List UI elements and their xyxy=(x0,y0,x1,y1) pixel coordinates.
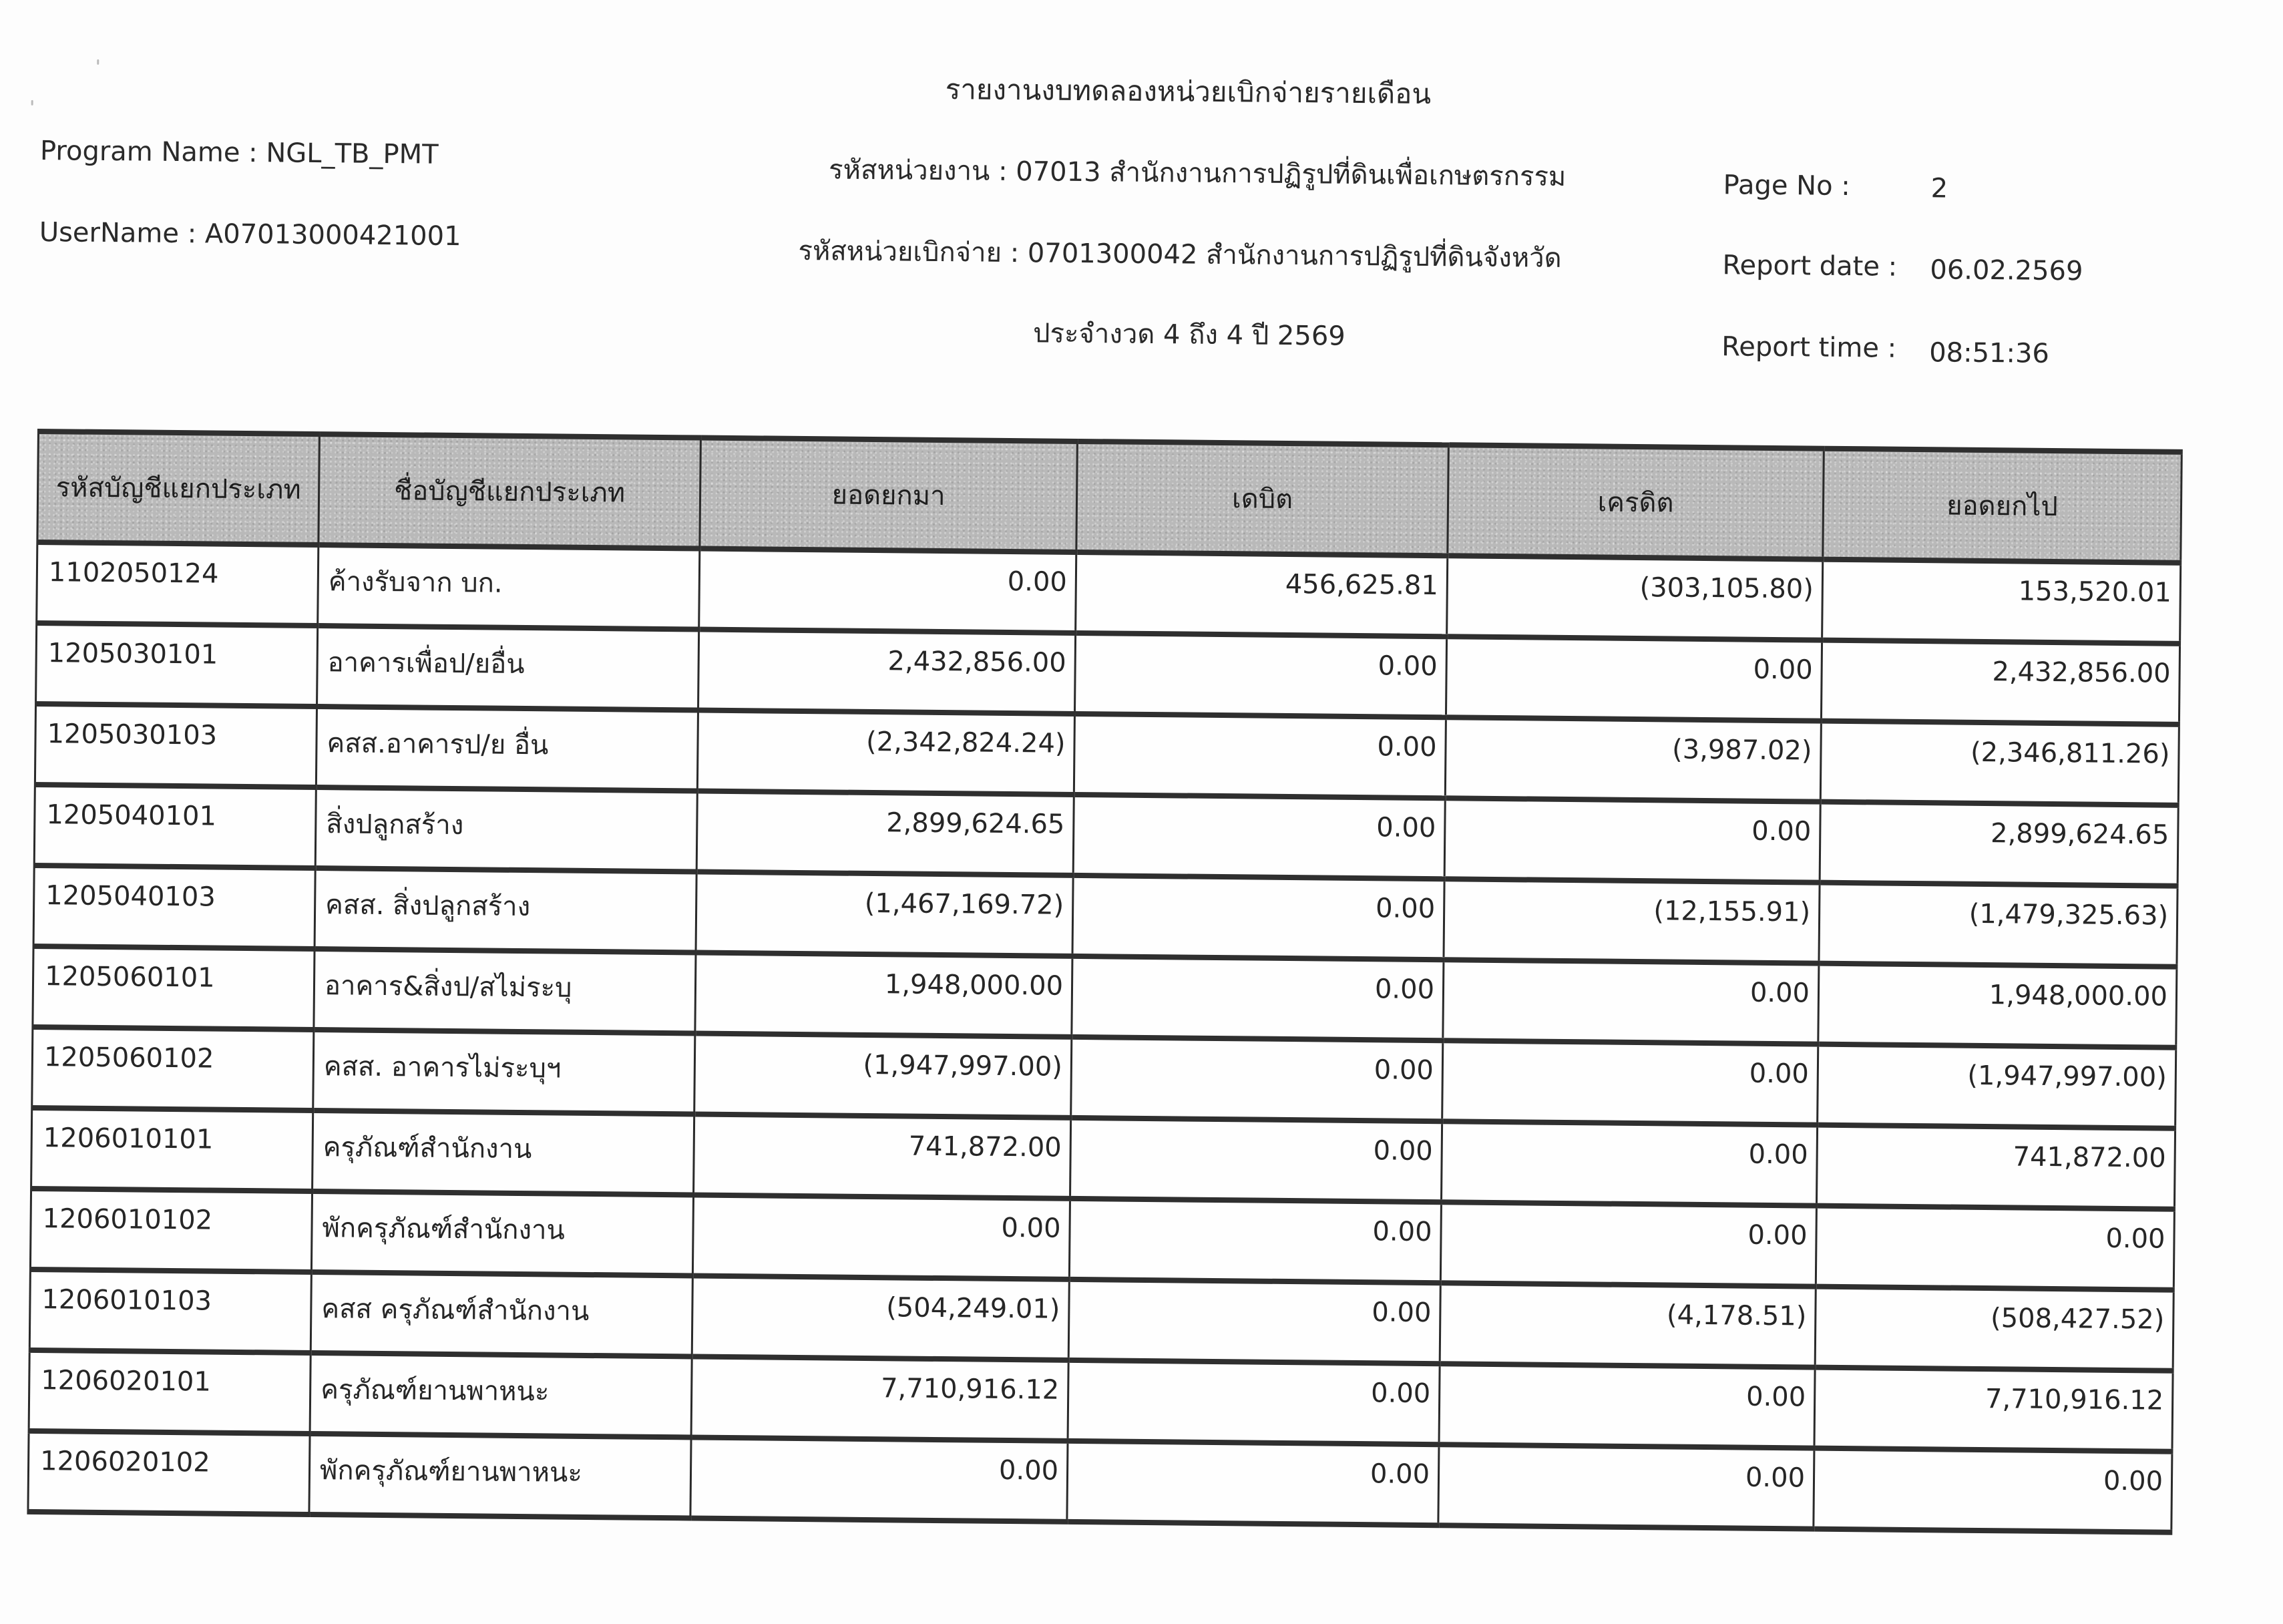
account-name: คสส. สิ่งปลูกสร้าง xyxy=(315,868,696,952)
header-carried-forward: ยอดยกไป xyxy=(1823,449,2182,563)
brought-forward: 7,710,916.12 xyxy=(691,1356,1068,1440)
credit: (3,987.02) xyxy=(1445,717,1821,801)
header-brought-forward: ยอดยกมา xyxy=(700,438,1078,552)
debit: 0.00 xyxy=(1068,1360,1440,1444)
credit: (12,155.91) xyxy=(1444,879,1820,963)
account-name: ครุภัณฑ์สำนักงาน xyxy=(313,1110,694,1195)
debit: 0.00 xyxy=(1067,1441,1439,1525)
table-header-row xyxy=(37,431,2182,563)
account-code: 1102050124 xyxy=(37,542,319,626)
carried-forward: (1,479,325.63) xyxy=(1819,883,2177,967)
account-code: 1206020101 xyxy=(29,1350,310,1434)
header-credit: เครดิต xyxy=(1448,445,1824,559)
debit: 0.00 xyxy=(1074,633,1446,717)
account-name: อาคารเพื่อป/ยอื่น xyxy=(317,626,699,710)
header-account-name: ชื่อบัญชีแยกประเภท xyxy=(319,434,701,548)
brought-forward: 741,872.00 xyxy=(694,1114,1071,1198)
debit: 0.00 xyxy=(1071,1037,1443,1121)
account-code: 1205040103 xyxy=(33,865,315,949)
account-code: 1205040101 xyxy=(34,785,316,868)
debit: 0.00 xyxy=(1069,1199,1441,1283)
carried-forward: 153,520.01 xyxy=(1822,560,2181,644)
credit: 0.00 xyxy=(1444,798,1820,882)
account-name: พักครุภัณฑ์ยานพาหนะ xyxy=(309,1434,691,1518)
credit: 0.00 xyxy=(1440,1202,1816,1286)
credit: (303,105.80) xyxy=(1447,556,1823,640)
credit: 0.00 xyxy=(1443,960,1819,1044)
carried-forward: 2,899,624.65 xyxy=(1820,802,2178,886)
report-title-row xyxy=(3,58,2283,124)
brought-forward: 0.00 xyxy=(699,549,1076,633)
account-code: 1205030101 xyxy=(36,623,318,706)
brought-forward: 0.00 xyxy=(692,1195,1070,1279)
period-line: ประจำงวด 4 ถึง 4 ปี 2569 xyxy=(1032,318,1345,352)
brought-forward: 1,948,000.00 xyxy=(695,953,1072,1037)
brought-forward: 2,432,856.00 xyxy=(698,630,1075,714)
account-name: พักครุภัณฑ์สำนักงาน xyxy=(311,1191,693,1275)
account-code: 1205030103 xyxy=(35,704,317,787)
credit: 0.00 xyxy=(1439,1364,1815,1448)
carried-forward: 0.00 xyxy=(1814,1448,2172,1533)
debit: 0.00 xyxy=(1070,1118,1442,1202)
debit: 0.00 xyxy=(1072,875,1444,960)
account-code: 1206020102 xyxy=(28,1431,310,1514)
account-code: 1206010101 xyxy=(31,1108,313,1191)
debit: 456,625.81 xyxy=(1076,552,1448,636)
account-name: คสส ครุภัณฑ์สำนักงาน xyxy=(310,1272,692,1356)
carried-forward: (508,427.52) xyxy=(1815,1287,2173,1371)
brought-forward: (504,249.01) xyxy=(692,1275,1069,1360)
program-name: Program Name : NGL_TB_PMT xyxy=(39,136,439,170)
account-code: 1205060102 xyxy=(32,1027,314,1110)
disbursing-unit-line: รหัสหน่วยเบิกจ่าย : 0701300042 สำนักงานการปฏิรูปที่ดินจังหวัด xyxy=(798,235,1562,274)
carried-forward: (1,947,997.00) xyxy=(1818,1044,2176,1129)
page-no-label: Page No : xyxy=(1723,170,1850,202)
credit: 0.00 xyxy=(1442,1040,1818,1125)
account-name: สิ่งปลูกสร้าง xyxy=(315,787,697,871)
report-date-value: 06.02.2569 xyxy=(1930,254,2083,287)
header-debit: เดบิต xyxy=(1076,441,1449,556)
report-time-label: Report time : xyxy=(1721,331,1897,364)
carried-forward: 1,948,000.00 xyxy=(1818,964,2177,1048)
carried-forward: 7,710,916.12 xyxy=(1814,1368,2173,1452)
account-name: อาคาร&สิ่งป/สไม่ระบุ xyxy=(314,949,696,1033)
report-time-value: 08:51:36 xyxy=(1929,337,2050,369)
debit: 0.00 xyxy=(1068,1279,1440,1364)
brought-forward: (1,467,169.72) xyxy=(696,872,1073,956)
brought-forward: (1,947,997.00) xyxy=(694,1033,1072,1117)
account-code: 1206010102 xyxy=(30,1189,312,1272)
debit: 0.00 xyxy=(1074,714,1446,798)
page-no-value: 2 xyxy=(1930,173,1948,204)
trial-balance-table xyxy=(27,429,2182,1535)
carried-forward: 741,872.00 xyxy=(1816,1125,2175,1209)
account-name: ครุภัณฑ์ยานพาหนะ xyxy=(310,1353,692,1437)
header-account-code: รหัสบัญชีแยกประเภท xyxy=(37,431,320,545)
report-date-label: Report date : xyxy=(1722,250,1898,282)
credit: (4,178.51) xyxy=(1440,1283,1816,1367)
debit: 0.00 xyxy=(1072,956,1444,1040)
carried-forward: 0.00 xyxy=(1816,1206,2174,1290)
account-name: ค้างรับจาก บก. xyxy=(318,545,700,629)
brought-forward: 0.00 xyxy=(690,1437,1068,1521)
username: UserName : A07013000421001 xyxy=(39,217,461,252)
brought-forward: 2,899,624.65 xyxy=(696,791,1074,875)
account-code: 1206010103 xyxy=(29,1269,311,1353)
credit: 0.00 xyxy=(1446,636,1822,721)
debit: 0.00 xyxy=(1073,795,1445,879)
credit: 0.00 xyxy=(1441,1121,1817,1205)
report-title: รายงานงบทดลองหน่วยเบิกจ่ายรายเดือน xyxy=(945,73,1432,111)
carried-forward: 2,432,856.00 xyxy=(1821,640,2180,725)
account-name: คสส.อาคารป/ย อื่น xyxy=(316,706,698,791)
account-name: คสส. อาคารไม่ระบุฯ xyxy=(313,1030,695,1114)
account-code: 1205060101 xyxy=(33,946,315,1030)
credit: 0.00 xyxy=(1438,1444,1814,1529)
agency-line: รหัสหน่วยงาน : 07013 สำนักงานการปฏิรูปที่ดินเพื่อเกษตรกรรม xyxy=(828,154,1567,192)
carried-forward: (2,346,811.26) xyxy=(1820,721,2179,805)
brought-forward: (2,342,824.24) xyxy=(697,710,1074,795)
